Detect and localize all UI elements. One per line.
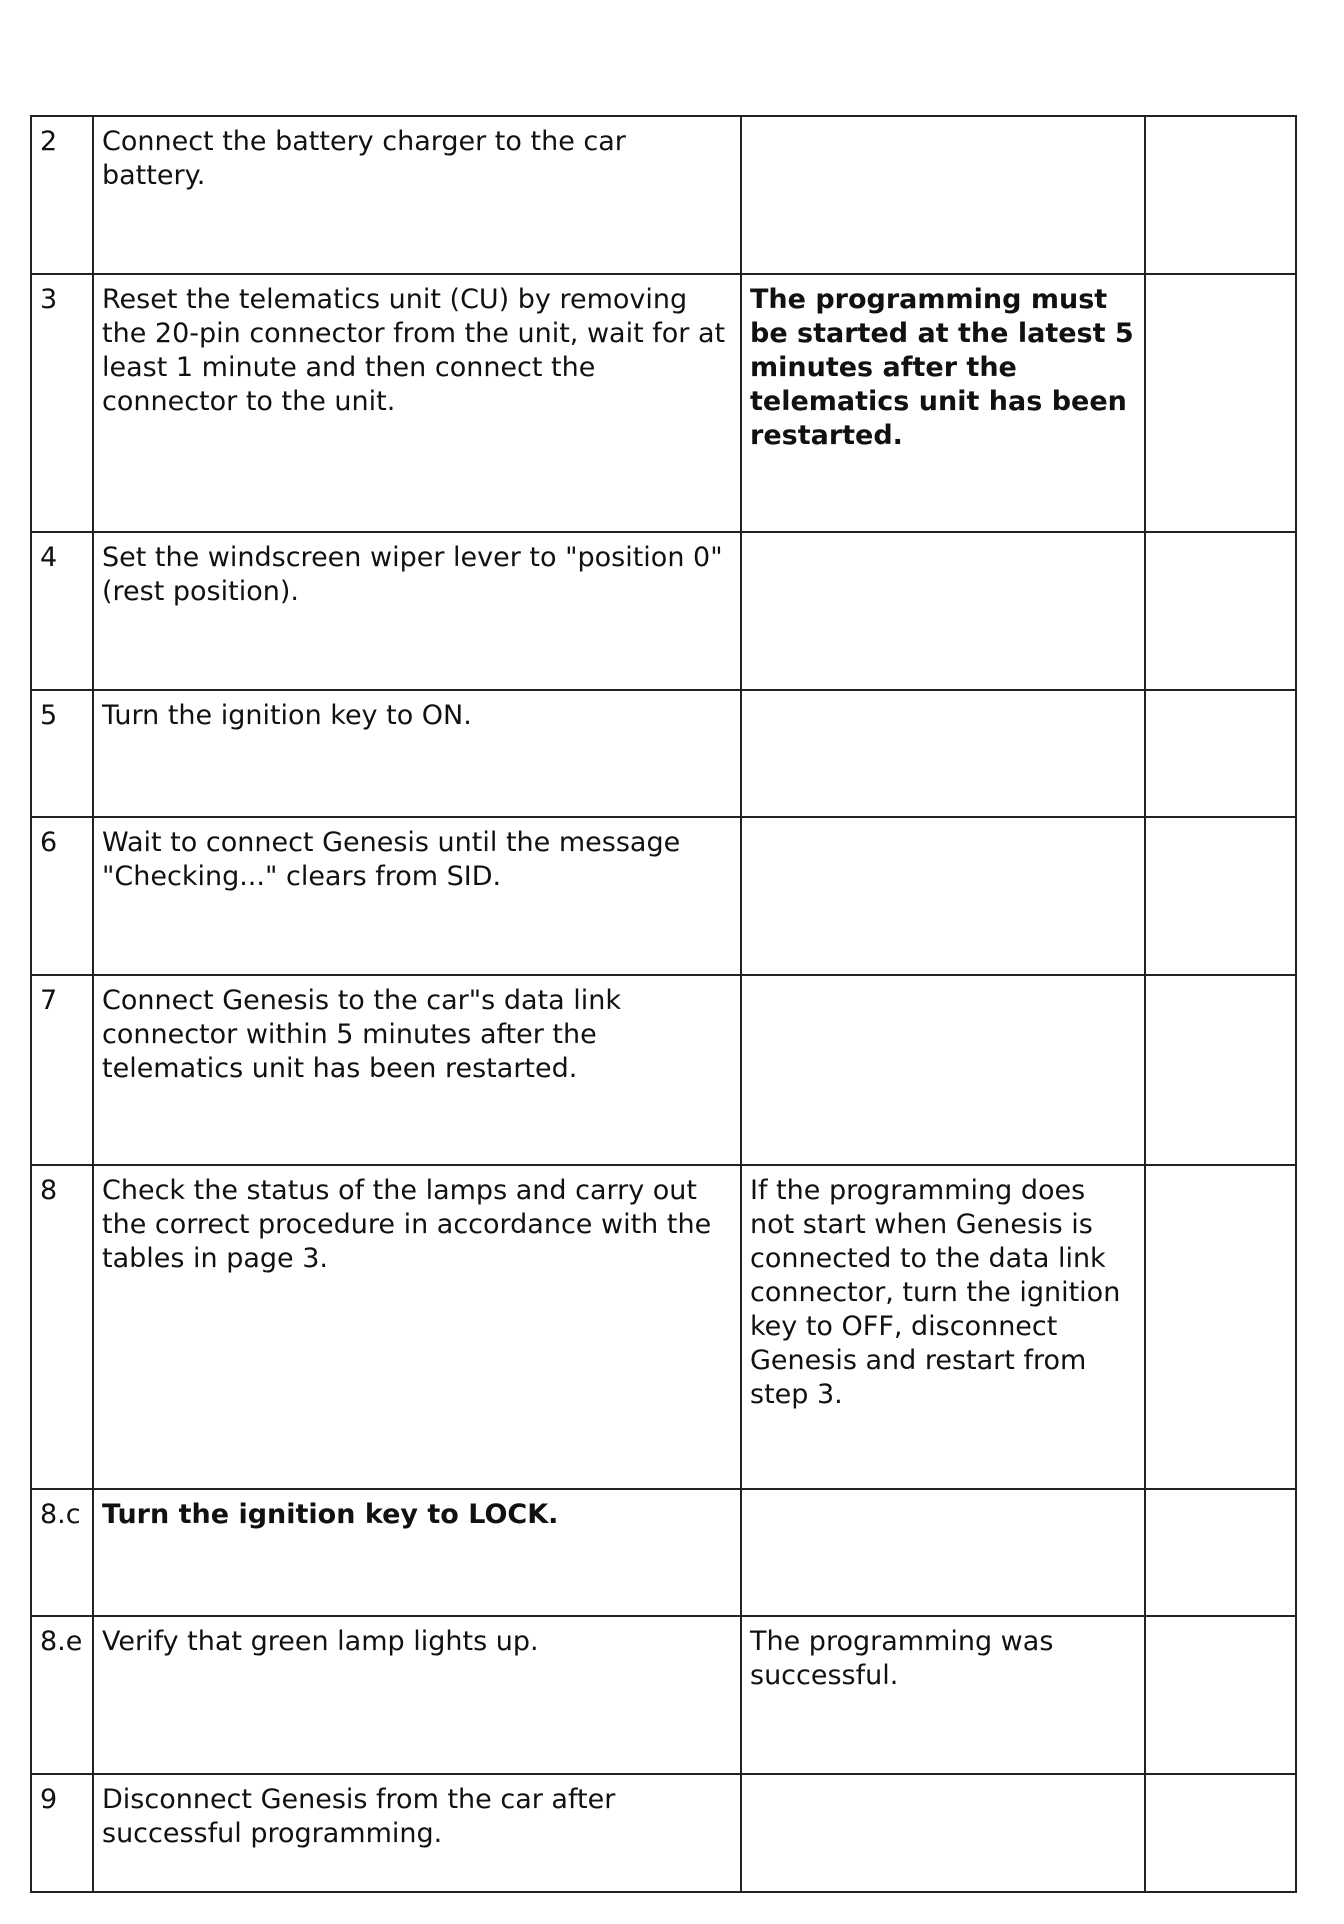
step-instruction: Turn the ignition key to ON.	[93, 690, 741, 817]
step-instruction: Reset the telematics unit (CU) by removing the 20-pin connector from the unit, wait for at least 1 minute and then connect the connector to the unit.	[93, 274, 741, 532]
step-note	[741, 1489, 1145, 1616]
step-instruction: Wait to connect Genesis until the message "Checking..." clears from SID.	[93, 817, 741, 975]
step-number: 7	[31, 975, 93, 1165]
step-note	[741, 532, 1145, 690]
step-instruction: Turn the ignition key to LOCK.	[93, 1489, 741, 1616]
step-number: 2	[31, 116, 93, 274]
step-note	[741, 116, 1145, 274]
step-number: 9	[31, 1774, 93, 1892]
procedure-table	[30, 115, 1297, 1893]
table-row	[31, 274, 1296, 532]
table-row	[31, 817, 1296, 975]
step-number: 8.c	[31, 1489, 93, 1616]
step-instruction: Disconnect Genesis from the car after successful programming.	[93, 1774, 741, 1892]
table-row	[31, 116, 1296, 274]
step-check-cell	[1145, 1489, 1296, 1616]
step-note: If the programming does not start when Genesis is connected to the data link connector, turn the ignition key to OFF, disconnect Genesis and restart from step 3.	[741, 1165, 1145, 1489]
step-number: 3	[31, 274, 93, 532]
step-instruction: Verify that green lamp lights up.	[93, 1616, 741, 1774]
table-row	[31, 1165, 1296, 1489]
table-row	[31, 1489, 1296, 1616]
step-instruction: Connect Genesis to the car"s data link connector within 5 minutes after the telematics unit has been restarted.	[93, 975, 741, 1165]
step-instruction: Check the status of the lamps and carry out the correct procedure in accordance with the tables in page 3.	[93, 1165, 741, 1489]
table-row	[31, 1774, 1296, 1892]
step-note	[741, 690, 1145, 817]
step-instruction: Set the windscreen wiper lever to "position 0" (rest position).	[93, 532, 741, 690]
step-check-cell	[1145, 975, 1296, 1165]
step-check-cell	[1145, 1774, 1296, 1892]
step-check-cell	[1145, 274, 1296, 532]
step-note	[741, 975, 1145, 1165]
step-check-cell	[1145, 116, 1296, 274]
step-check-cell	[1145, 690, 1296, 817]
step-note	[741, 1774, 1145, 1892]
step-check-cell	[1145, 532, 1296, 690]
step-number: 6	[31, 817, 93, 975]
step-instruction: Connect the battery charger to the car battery.	[93, 116, 741, 274]
table-row	[31, 975, 1296, 1165]
table-row	[31, 532, 1296, 690]
step-note: The programming must be started at the latest 5 minutes after the telematics unit has been restarted.	[741, 274, 1145, 532]
table-row	[31, 690, 1296, 817]
step-number: 8.e	[31, 1616, 93, 1774]
step-note	[741, 817, 1145, 975]
step-number: 4	[31, 532, 93, 690]
table-row	[31, 1616, 1296, 1774]
step-number: 8	[31, 1165, 93, 1489]
step-check-cell	[1145, 1616, 1296, 1774]
step-check-cell	[1145, 817, 1296, 975]
step-check-cell	[1145, 1165, 1296, 1489]
step-note: The programming was successful.	[741, 1616, 1145, 1774]
step-number: 5	[31, 690, 93, 817]
